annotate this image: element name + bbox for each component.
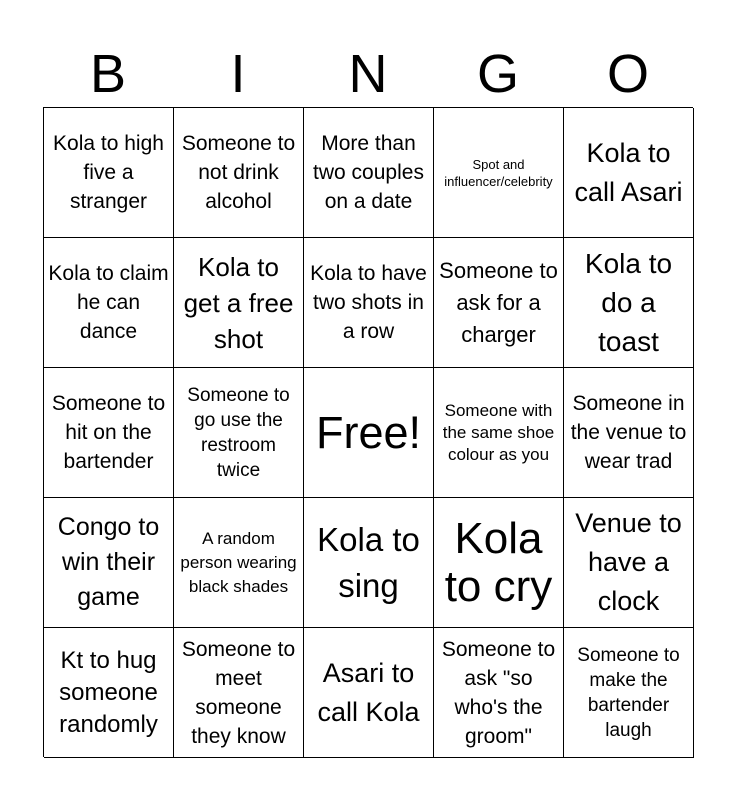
cell-text: Kola to claim he can dance xyxy=(48,262,169,343)
cell-text: Someone to go use the restroom twice xyxy=(187,384,290,481)
bingo-cell[interactable] xyxy=(44,108,174,238)
cell-text: Kola to do a toast xyxy=(584,248,673,357)
cell-text: Spot and influencer/celebrity xyxy=(444,156,553,189)
bingo-cell[interactable] xyxy=(44,498,174,628)
cell-text: Kola to call Asari xyxy=(574,137,683,207)
cell-text: Someone to meet someone they know xyxy=(181,637,296,748)
cell-text: Kola to cry xyxy=(444,513,553,611)
bingo-cell[interactable] xyxy=(304,628,434,758)
bingo-cell[interactable] xyxy=(564,238,694,368)
cell-text: Free! xyxy=(315,406,422,458)
cell-text: Kt to hug someone randomly xyxy=(59,646,158,738)
bingo-cell[interactable] xyxy=(44,628,174,758)
cell-text: Someone to not drink alcohol xyxy=(181,132,296,213)
cell-text: Kola to high five a stranger xyxy=(53,132,164,213)
bingo-cell[interactable] xyxy=(304,238,434,368)
bingo-cell[interactable] xyxy=(174,238,304,368)
bingo-cell[interactable] xyxy=(44,368,174,498)
bingo-cell[interactable] xyxy=(564,498,694,628)
cell-text: Kola to have two shots in a row xyxy=(310,262,427,343)
cell-text: Someone to hit on the bartender xyxy=(51,392,166,473)
cell-text: Kola to sing xyxy=(317,520,420,604)
bingo-cell[interactable] xyxy=(174,368,304,498)
bingo-cell[interactable] xyxy=(564,108,694,238)
bingo-cell[interactable] xyxy=(174,628,304,758)
bingo-cell[interactable] xyxy=(434,108,564,238)
bingo-cell[interactable] xyxy=(304,108,434,238)
cell-text: Kola to get a free shot xyxy=(183,251,294,354)
bingo-header xyxy=(43,40,693,108)
bingo-cell[interactable] xyxy=(174,498,304,628)
bingo-cell[interactable] xyxy=(434,368,564,498)
header-letter-n: N xyxy=(348,44,388,104)
bingo-cell[interactable] xyxy=(564,368,694,498)
header-letter-o: O xyxy=(606,44,649,104)
cell-text: Asari to call Kola xyxy=(317,657,420,727)
bingo-cell[interactable] xyxy=(434,628,564,758)
bingo-cell[interactable] xyxy=(434,238,564,368)
bingo-cell[interactable] xyxy=(174,108,304,238)
bingo-cell[interactable] xyxy=(434,498,564,628)
cell-text: More than two couples on a date xyxy=(313,132,424,213)
bingo-cell[interactable] xyxy=(564,628,694,758)
cell-text: A random person wearing black shades xyxy=(180,528,297,596)
bingo-cell[interactable] xyxy=(44,238,174,368)
cell-text: Someone to make the bartender laugh xyxy=(577,644,680,741)
cell-text: Someone in the venue to wear trad xyxy=(570,392,687,473)
cell-text: Someone to ask "so who's the groom" xyxy=(441,637,556,748)
bingo-cell[interactable] xyxy=(304,498,434,628)
header-letter-i: I xyxy=(230,44,246,104)
bingo-cell[interactable] xyxy=(304,368,434,498)
header-letter-b: B xyxy=(89,44,127,104)
cell-text: Someone with the same shoe colour as you xyxy=(442,400,555,464)
cell-text: Someone to ask for a charger xyxy=(439,257,558,347)
header-letter-g: G xyxy=(476,44,519,104)
bingo-board xyxy=(43,107,693,757)
cell-text: Venue to have a clock xyxy=(575,508,682,616)
cell-text: Congo to win their game xyxy=(57,513,160,611)
